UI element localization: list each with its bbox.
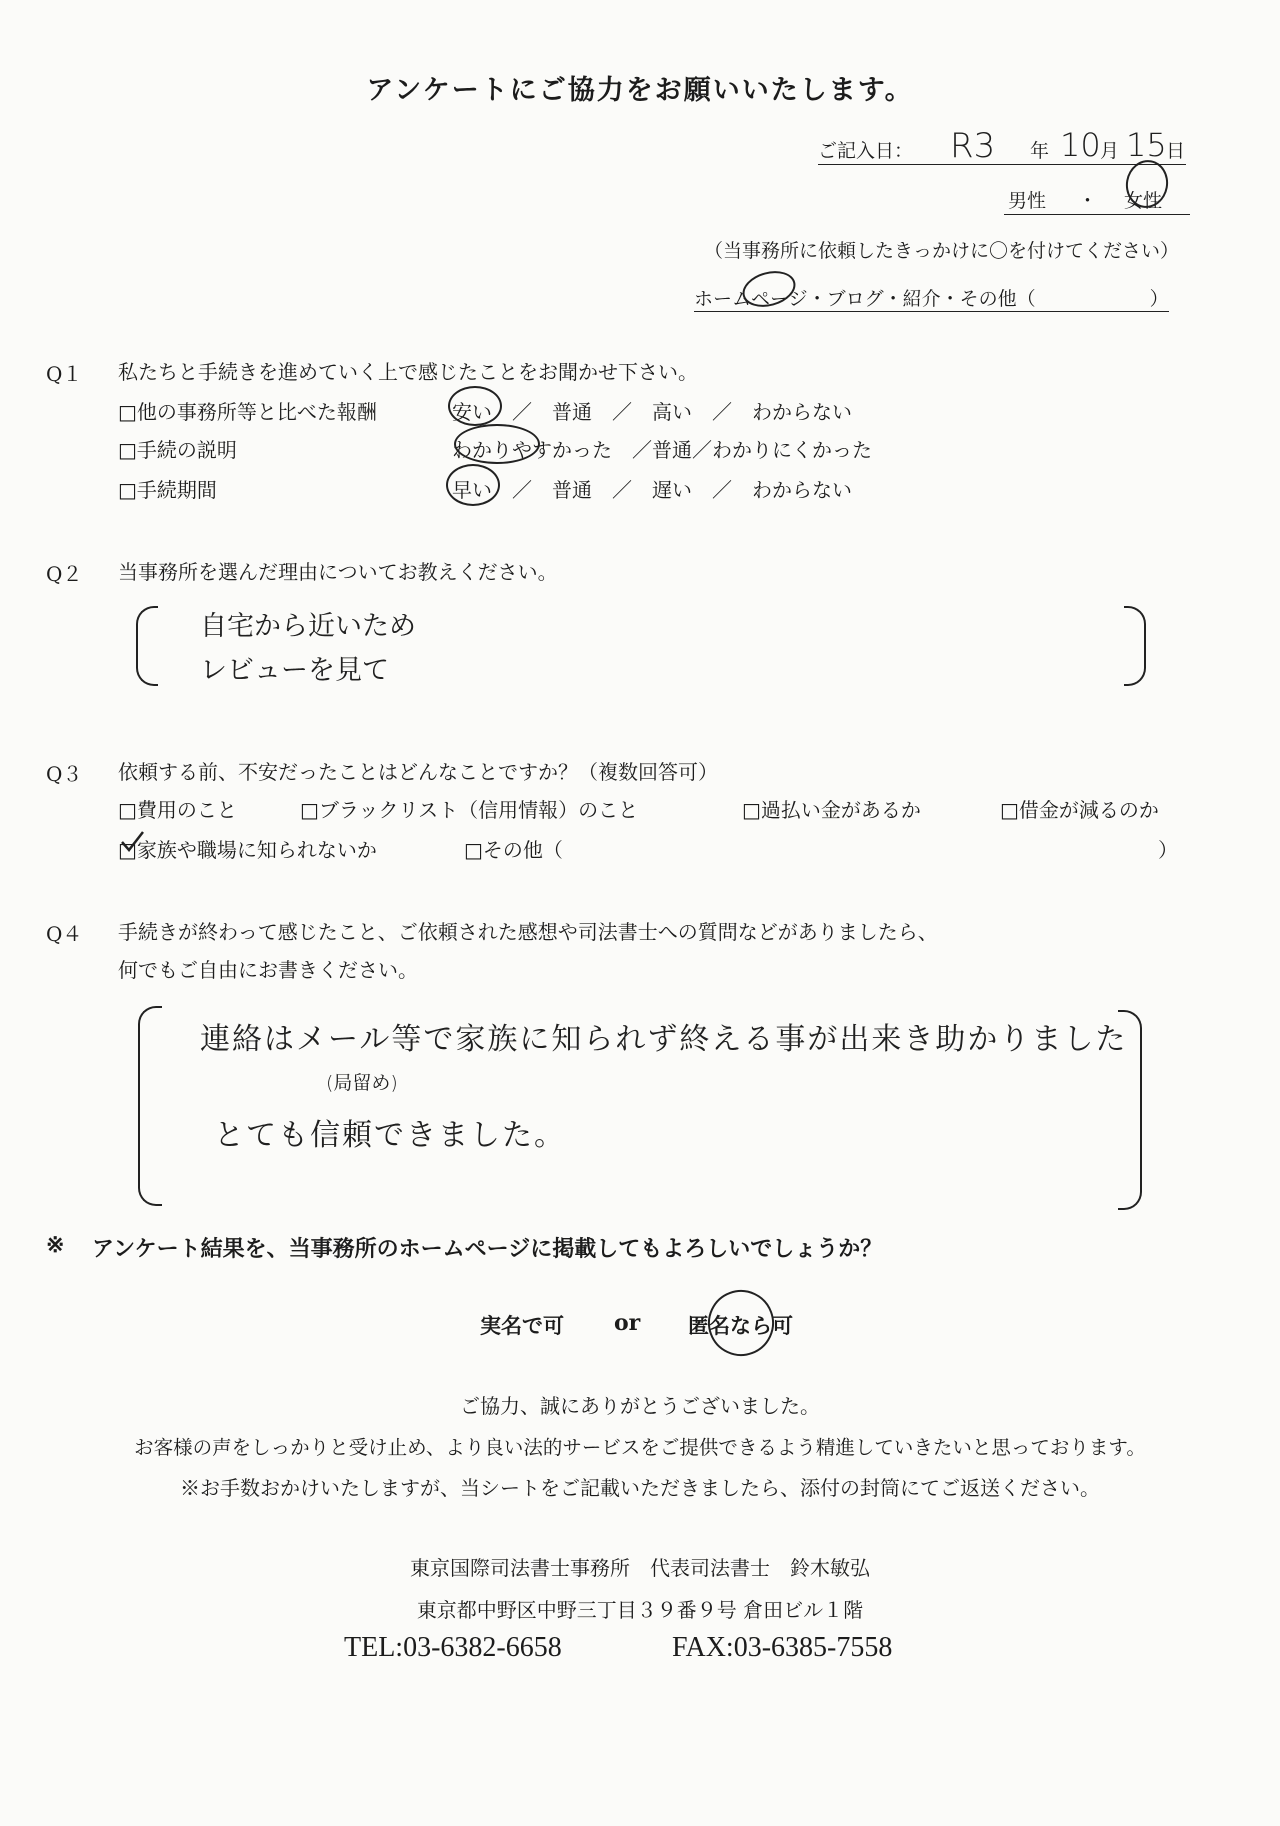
duration-selection-circle	[446, 464, 500, 506]
q4-answer-insert: (局留め)	[326, 1072, 398, 1094]
q4-label: Q４	[46, 922, 83, 946]
q1-item-fee: □他の事務所等と比べた報酬	[118, 400, 377, 424]
gender-female: 女性	[1124, 190, 1163, 212]
gender-male: 男性	[1008, 190, 1047, 212]
publish-or: or	[614, 1310, 641, 1336]
q3-option-blacklist: □ブラックリスト（信用情報）のこと	[300, 798, 639, 822]
q1-options-duration: 早い ／ 普通 ／ 遅い ／ わからない	[452, 478, 852, 502]
publish-option-real-name: 実名で可	[480, 1313, 564, 1338]
anonymous-selection-circle	[699, 1281, 784, 1366]
q4-question-line-2: 何でもご自由にお書きください。	[118, 958, 418, 982]
check-mark-icon	[118, 828, 146, 856]
q4-question-line-1: 手続きが終わって感じたこと、ご依頼された感想や司法書士への質問などがありましたら、	[118, 920, 938, 944]
office-fax: FAX:03-6385-7558	[672, 1632, 893, 1663]
publish-question: アンケート結果を、当事務所のホームページに掲載してもよろしいでしょうか？	[92, 1236, 883, 1262]
entry-date-year-unit: 年	[1030, 140, 1050, 162]
entry-date-label: ご記入日：	[818, 140, 914, 162]
referral-options: ホームページ・ブログ・紹介・その他（ ）	[694, 284, 1169, 312]
q2-answer-bracket-right	[1124, 606, 1146, 686]
q2-label: Q２	[46, 562, 83, 586]
office-name: 東京国際司法書士事務所 代表司法書士 鈴木敏弘	[410, 1556, 870, 1580]
q2-question: 当事務所を選んだ理由についてお教えください。	[118, 560, 558, 584]
q1-label: Q１	[46, 362, 83, 386]
q3-question: 依頼する前、不安だったことはどんなことですか？（複数回答可）	[118, 760, 718, 784]
q2-answer-line-2: レビューを見て	[200, 655, 389, 686]
publish-option-anonymous: 匿名なら可	[688, 1313, 793, 1338]
q4-answer-line-2: とても信頼できました。	[214, 1118, 566, 1153]
office-address: 東京都中野区中野三丁目３９番９号 倉田ビル１階	[416, 1598, 864, 1622]
office-tel: TEL:03-6382-6658	[344, 1632, 562, 1663]
q1-options-explanation: わかりやすかった ／普通／わかりにくかった	[452, 438, 872, 462]
fee-selection-circle	[448, 386, 502, 426]
closing-thanks: ご協力、誠にありがとうございました。	[460, 1394, 820, 1418]
q3-option-other: □その他（	[464, 838, 563, 862]
q4-answer-bracket-left	[138, 1006, 162, 1206]
q1-item-explanation: □手続の説明	[118, 438, 237, 462]
q3-option-other-close: ）	[1158, 838, 1178, 862]
q3-option-overpayment: □過払い金があるか	[742, 798, 921, 822]
q1-question: 私たちと手続きを進めていく上で感じたことをお聞かせ下さい。	[118, 360, 698, 384]
publish-mark: ※	[46, 1232, 65, 1258]
entry-date-month: 10	[1060, 126, 1101, 164]
closing-commitment: お客様の声をしっかりと受け止め、より良い法的サービスをご提供できるよう精進していきたいと思っております。	[134, 1436, 1146, 1459]
referral-note: （当事務所に依頼したきっかけに〇を付けてください）	[704, 240, 1180, 262]
entry-date-era: R3	[950, 126, 996, 166]
entry-date-day-unit: 日	[1166, 140, 1186, 162]
q1-options-fee: 安い ／ 普通 ／ 高い ／ わからない	[452, 400, 852, 424]
q1-item-duration: □手続期間	[118, 478, 217, 502]
explanation-selection-circle	[454, 424, 540, 464]
page-title: アンケートにご協力をお願いいたします。	[366, 75, 914, 106]
q3-option-family-work: □家族や職場に知られないか	[118, 838, 377, 862]
q2-answer-bracket-left	[136, 606, 158, 686]
q2-answer-line-1: 自宅から近いため	[200, 611, 416, 642]
entry-date-month-unit: 月	[1100, 140, 1120, 162]
entry-date	[818, 126, 1186, 166]
closing-return-instruction: ※お手数おかけいたしますが、当シートをご記載いただきましたら、添付の封筒にてご返送ください。	[180, 1476, 1100, 1500]
q3-option-cost: □費用のこと	[118, 798, 237, 822]
entry-date-day: 15	[1126, 126, 1167, 164]
q3-option-debt-reduction: □借金が減るのか	[1000, 798, 1159, 822]
q4-answer-line-1: 連絡はメール等で家族に知られず終える事が出来き助かりました	[200, 1022, 1128, 1057]
q3-label: Q３	[46, 762, 83, 786]
gender-separator: ・	[1078, 190, 1098, 212]
